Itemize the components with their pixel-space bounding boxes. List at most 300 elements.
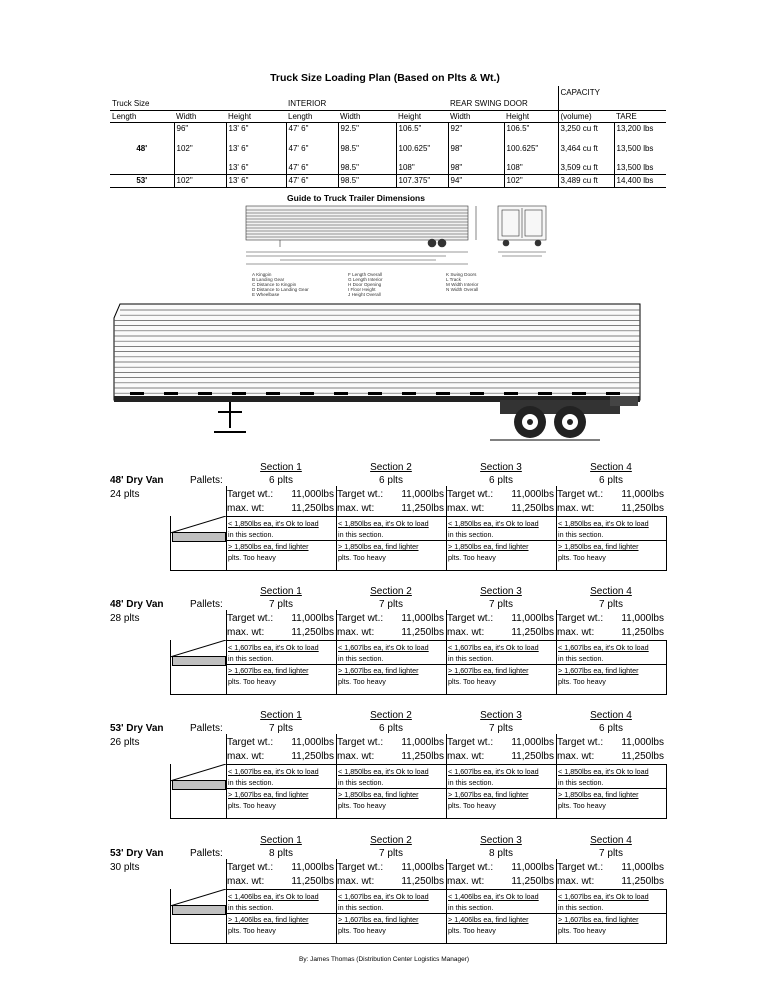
table-cell: 13,500 lbs — [614, 135, 666, 161]
van-type: 48' Dry Van — [110, 475, 164, 486]
target-weight: 11,000lbs — [511, 489, 554, 500]
target-label: Target wt.: — [447, 613, 494, 624]
divider — [556, 640, 557, 695]
section-pallets: 7 plts — [489, 599, 513, 610]
column-header: Height — [396, 110, 448, 122]
ok-note: < 1,850lbs ea, it's Ok to load — [338, 519, 429, 528]
max-label: max. wt: — [557, 876, 595, 887]
max-weight: 11,250lbs — [401, 503, 444, 514]
section-name: Section 2 — [370, 835, 412, 846]
target-weight-row — [336, 612, 446, 626]
table-cell: 106.5" — [396, 122, 448, 135]
ok-note-2: in this section. — [448, 778, 494, 787]
heavy-note-2: plts. Too heavy — [448, 801, 496, 810]
section-name: Section 3 — [480, 835, 522, 846]
max-weight-row — [446, 875, 556, 889]
ok-note: < 1,406lbs ea, it's Ok to load — [228, 892, 319, 901]
section-block — [446, 586, 556, 640]
max-label: max. wt: — [337, 627, 375, 638]
divider — [336, 859, 337, 889]
max-weight-row — [336, 750, 446, 764]
heavy-note-2: plts. Too heavy — [338, 801, 386, 810]
pallet-count: 28 plts — [110, 613, 140, 624]
divider — [556, 734, 557, 764]
section-pallets: 6 plts — [269, 475, 293, 486]
divider — [556, 859, 557, 889]
divider — [336, 640, 337, 695]
section-block — [226, 710, 336, 764]
heavy-note: > 1,607lbs ea, find lighter — [558, 915, 639, 924]
table-cell: 108" — [396, 161, 448, 174]
divider — [446, 486, 447, 516]
table-cell — [110, 122, 174, 135]
divider — [666, 764, 667, 819]
heavy-note: > 1,850lbs ea, find lighter — [338, 542, 419, 551]
heavy-note: > 1,850lbs ea, find lighter — [558, 542, 639, 551]
heavy-note: > 1,607lbs ea, find lighter — [338, 666, 419, 675]
max-weight-row — [556, 750, 666, 764]
target-weight-row — [226, 861, 336, 875]
ok-note: < 1,607lbs ea, it's Ok to load — [228, 767, 319, 776]
table-cell: 48' — [136, 143, 148, 153]
load-plan — [110, 710, 666, 828]
page-title: Truck Size Loading Plan (Based on Plts & Wt.) — [270, 72, 500, 84]
slope-marker — [170, 764, 228, 782]
target-weight: 11,000lbs — [291, 613, 334, 624]
section-name: Section 4 — [590, 710, 632, 721]
van-type: 53' Dry Van — [110, 848, 164, 859]
pallets-label: Pallets: — [190, 723, 223, 734]
section-pallets: 6 plts — [379, 475, 403, 486]
max-weight: 11,250lbs — [291, 751, 334, 762]
target-label: Target wt.: — [227, 489, 274, 500]
heavy-note: > 1,406lbs ea, find lighter — [228, 915, 309, 924]
rear-wheels — [490, 396, 638, 440]
section-pallets: 7 plts — [379, 848, 403, 859]
ok-note: < 1,607lbs ea, it's Ok to load — [228, 643, 319, 652]
table-cell: 47' 6" — [286, 135, 338, 161]
trailer-body — [114, 304, 640, 402]
target-weight-row — [226, 736, 336, 750]
target-label: Target wt.: — [557, 489, 604, 500]
max-weight-row — [336, 875, 446, 889]
column-header: (volume) — [558, 110, 614, 122]
section-block — [446, 835, 556, 889]
max-weight: 11,250lbs — [291, 876, 334, 887]
legend-item: G Length Interior — [348, 277, 383, 282]
target-weight: 11,000lbs — [511, 862, 554, 873]
heavy-note-2: plts. Too heavy — [448, 553, 496, 562]
divider — [226, 734, 227, 764]
target-weight-row — [446, 861, 556, 875]
legend-item: E Wheelbase — [252, 292, 280, 297]
target-label: Target wt.: — [557, 862, 604, 873]
section-pallets: 7 plts — [269, 599, 293, 610]
ok-note-2: in this section. — [338, 903, 384, 912]
divider — [336, 516, 337, 571]
max-weight-row — [446, 626, 556, 640]
max-weight: 11,250lbs — [621, 751, 664, 762]
ok-note: < 1,607lbs ea, it's Ok to load — [448, 643, 539, 652]
legend-item: M Width Interior — [446, 282, 479, 287]
heavy-note: > 1,607lbs ea, find lighter — [228, 666, 309, 675]
column-header: TARE — [614, 110, 666, 122]
ok-note-2: in this section. — [448, 530, 494, 539]
max-label: max. wt: — [557, 627, 595, 638]
column-header: Width — [448, 110, 504, 122]
van-type: 53' Dry Van — [110, 723, 164, 734]
van-type: 48' Dry Van — [110, 599, 164, 610]
heavy-note: > 1,607lbs ea, find lighter — [448, 666, 529, 675]
table-cell: 102" — [174, 135, 226, 161]
heavy-note: > 1,607lbs ea, find lighter — [558, 666, 639, 675]
target-weight: 11,000lbs — [401, 489, 444, 500]
target-weight: 11,000lbs — [621, 489, 664, 500]
ok-note: < 1,850lbs ea, it's Ok to load — [448, 519, 539, 528]
divider — [336, 764, 337, 819]
truck-size-header: Truck Size — [112, 99, 150, 109]
max-weight-row — [226, 750, 336, 764]
legend-item: N Width Overall — [446, 287, 479, 292]
ok-note-2: in this section. — [558, 654, 604, 663]
column-header: Height — [226, 110, 286, 122]
heavy-note-2: plts. Too heavy — [448, 677, 496, 686]
slope-marker — [170, 889, 228, 907]
target-weight: 11,000lbs — [291, 862, 334, 873]
max-label: max. wt: — [337, 876, 375, 887]
rear-door-header: REAR SWING DOOR — [450, 99, 528, 109]
table-cell: 98" — [448, 135, 504, 161]
target-weight-row — [556, 861, 666, 875]
table-cell: 98.5" — [338, 161, 396, 174]
target-label: Target wt.: — [447, 737, 494, 748]
divider — [556, 889, 557, 944]
table-cell — [110, 161, 174, 174]
section-pallets: 6 plts — [599, 475, 623, 486]
heavy-note-2: plts. Too heavy — [338, 677, 386, 686]
section-pallets: 8 plts — [269, 848, 293, 859]
table-cell: 100.625" — [504, 135, 558, 161]
heavy-note: > 1,607lbs ea, find lighter — [228, 790, 309, 799]
target-weight-row — [226, 612, 336, 626]
target-weight-row — [446, 612, 556, 626]
table-cell: 13' 6" — [226, 122, 286, 135]
target-weight-row — [226, 488, 336, 502]
section-block — [226, 835, 336, 889]
truck-size-table — [110, 70, 666, 188]
section-name: Section 1 — [260, 710, 302, 721]
max-label: max. wt: — [227, 627, 265, 638]
pallet-count: 24 plts — [110, 489, 140, 500]
divider — [666, 889, 667, 944]
section-pallets: 7 plts — [269, 723, 293, 734]
table-cell: 14,400 lbs — [614, 174, 666, 187]
guide-title: Guide to Truck Trailer Dimensions — [287, 193, 425, 203]
divider — [336, 734, 337, 764]
section-pallets: 7 plts — [599, 848, 623, 859]
max-weight-row — [556, 626, 666, 640]
target-label: Target wt.: — [337, 737, 384, 748]
section-name: Section 2 — [370, 586, 412, 597]
pallets-label: Pallets: — [190, 475, 223, 486]
legend-item: C Distance to Kingpin — [252, 282, 297, 287]
heavy-note-2: plts. Too heavy — [228, 801, 276, 810]
section-block — [336, 462, 446, 516]
table-cell: 92.5" — [338, 122, 396, 135]
divider — [666, 640, 667, 695]
target-weight: 11,000lbs — [621, 862, 664, 873]
table-cell — [174, 161, 226, 174]
heavy-note-2: plts. Too heavy — [448, 926, 496, 935]
heavy-note-2: plts. Too heavy — [338, 926, 386, 935]
target-weight: 11,000lbs — [621, 737, 664, 748]
heavy-note-2: plts. Too heavy — [228, 677, 276, 686]
divider — [556, 610, 557, 640]
table-cell: 13,500 lbs — [614, 161, 666, 174]
target-weight: 11,000lbs — [511, 737, 554, 748]
legend-item: K Swing Doors — [446, 272, 477, 277]
section-pallets: 8 plts — [489, 848, 513, 859]
max-weight: 11,250lbs — [621, 503, 664, 514]
table-cell: 13' 6" — [226, 174, 286, 187]
divider — [446, 610, 447, 640]
table-cell: 108" — [504, 161, 558, 174]
ok-note: < 1,850lbs ea, it's Ok to load — [338, 767, 429, 776]
table-row — [110, 135, 666, 161]
divider — [556, 516, 557, 571]
table-cell: 98.5" — [338, 174, 396, 187]
max-weight: 11,250lbs — [291, 627, 334, 638]
heavy-note: > 1,607lbs ea, find lighter — [448, 790, 529, 799]
table-cell: 102" — [174, 174, 226, 187]
table-cell: 3,489 cu ft — [558, 174, 614, 187]
divider — [556, 486, 557, 516]
divider — [226, 610, 227, 640]
divider — [336, 610, 337, 640]
heavy-note-2: plts. Too heavy — [558, 801, 606, 810]
heavy-note: > 1,607lbs ea, find lighter — [338, 915, 419, 924]
divider — [666, 516, 667, 571]
target-weight-row — [556, 488, 666, 502]
heavy-note-2: plts. Too heavy — [558, 553, 606, 562]
ok-note: < 1,607lbs ea, it's Ok to load — [448, 767, 539, 776]
divider — [226, 889, 227, 944]
table-cell: 98" — [448, 161, 504, 174]
target-weight-row — [446, 736, 556, 750]
column-header: Width — [338, 110, 396, 122]
pallets-label: Pallets: — [190, 848, 223, 859]
max-weight: 11,250lbs — [511, 627, 554, 638]
guide-trailer-side — [246, 206, 476, 264]
ok-note: < 1,607lbs ea, it's Ok to load — [558, 643, 649, 652]
max-weight-row — [336, 626, 446, 640]
target-weight: 11,000lbs — [621, 613, 664, 624]
legend-item: L Track — [446, 277, 461, 282]
table-cell: 96" — [174, 122, 226, 135]
ok-note: < 1,607lbs ea, it's Ok to load — [338, 892, 429, 901]
ok-note: < 1,850lbs ea, it's Ok to load — [558, 519, 649, 528]
target-label: Target wt.: — [447, 489, 494, 500]
target-label: Target wt.: — [447, 862, 494, 873]
divider — [226, 764, 227, 819]
section-pallets: 6 plts — [599, 723, 623, 734]
section-pallets: 6 plts — [489, 475, 513, 486]
max-weight: 11,250lbs — [511, 876, 554, 887]
section-block — [446, 710, 556, 764]
landing-gear — [214, 402, 246, 432]
heavy-note: > 1,850lbs ea, find lighter — [558, 790, 639, 799]
section-block — [556, 835, 666, 889]
section-pallets: 7 plts — [379, 599, 403, 610]
capacity-header: CAPACITY — [558, 86, 614, 98]
table-cell: 13' 6" — [226, 135, 286, 161]
max-label: max. wt: — [447, 627, 485, 638]
target-weight-row — [556, 612, 666, 626]
divider — [446, 764, 447, 819]
ok-note: < 1,406lbs ea, it's Ok to load — [448, 892, 539, 901]
divider — [170, 570, 666, 571]
divider — [170, 694, 666, 695]
heavy-note: > 1,406lbs ea, find lighter — [448, 915, 529, 924]
section-name: Section 3 — [480, 710, 522, 721]
column-header: Width — [174, 110, 226, 122]
target-weight-row — [336, 861, 446, 875]
divider — [556, 764, 557, 819]
max-weight-row — [226, 875, 336, 889]
section-block — [556, 462, 666, 516]
table-cell: 3,509 cu ft — [558, 161, 614, 174]
max-weight: 11,250lbs — [621, 627, 664, 638]
max-weight: 11,250lbs — [401, 876, 444, 887]
divider — [446, 859, 447, 889]
section-name: Section 3 — [480, 462, 522, 473]
max-weight: 11,250lbs — [511, 751, 554, 762]
max-label: max. wt: — [337, 503, 375, 514]
target-label: Target wt.: — [227, 613, 274, 624]
table-cell: 98.5" — [338, 135, 396, 161]
ok-note-2: in this section. — [558, 778, 604, 787]
section-name: Section 4 — [590, 835, 632, 846]
column-header: Height — [504, 110, 558, 122]
load-plan — [110, 586, 666, 704]
ok-note-2: in this section. — [448, 654, 494, 663]
table-cell: 47' 6" — [286, 174, 338, 187]
table-row — [110, 174, 666, 187]
section-pallets: 6 plts — [379, 723, 403, 734]
divider — [226, 516, 227, 571]
legend-item: A Kingpin — [252, 272, 272, 277]
section-name: Section 4 — [590, 586, 632, 597]
max-label: max. wt: — [337, 751, 375, 762]
divider — [226, 486, 227, 516]
divider — [446, 516, 447, 571]
max-label: max. wt: — [447, 503, 485, 514]
section-block — [556, 710, 666, 764]
load-plan — [110, 835, 666, 953]
legend-item: J Height Overall — [348, 292, 381, 297]
max-label: max. wt: — [557, 503, 595, 514]
section-name: Section 1 — [260, 586, 302, 597]
divider — [170, 943, 666, 944]
section-name: Section 1 — [260, 462, 302, 473]
target-label: Target wt.: — [337, 613, 384, 624]
ok-note-2: in this section. — [338, 654, 384, 663]
max-label: max. wt: — [447, 751, 485, 762]
target-weight-row — [336, 736, 446, 750]
max-weight-row — [226, 626, 336, 640]
max-label: max. wt: — [227, 751, 265, 762]
guide-trailer-rear — [498, 206, 546, 256]
ok-note-2: in this section. — [228, 654, 274, 663]
divider — [446, 889, 447, 944]
section-block — [336, 835, 446, 889]
ok-note: < 1,850lbs ea, it's Ok to load — [228, 519, 319, 528]
table-cell: 13,200 lbs — [614, 122, 666, 135]
ok-note-2: in this section. — [228, 778, 274, 787]
target-weight-row — [556, 736, 666, 750]
table-cell: 106.5" — [504, 122, 558, 135]
section-name: Section 2 — [370, 710, 412, 721]
section-block — [226, 586, 336, 640]
divider — [170, 818, 666, 819]
column-header-row — [110, 110, 666, 122]
pallet-count: 26 plts — [110, 737, 140, 748]
heavy-note-2: plts. Too heavy — [558, 926, 606, 935]
ok-note-2: in this section. — [558, 530, 604, 539]
ok-note-2: in this section. — [228, 530, 274, 539]
section-block — [336, 586, 446, 640]
target-weight: 11,000lbs — [511, 613, 554, 624]
section-pallets: 7 plts — [489, 723, 513, 734]
section-name: Section 2 — [370, 462, 412, 473]
target-label: Target wt.: — [557, 737, 604, 748]
target-label: Target wt.: — [227, 862, 274, 873]
target-weight: 11,000lbs — [401, 613, 444, 624]
table-cell: 13' 6" — [226, 161, 286, 174]
table-cell: 100.625" — [396, 135, 448, 161]
heavy-note-2: plts. Too heavy — [228, 553, 276, 562]
load-plan — [110, 462, 666, 580]
max-weight: 11,250lbs — [401, 751, 444, 762]
max-weight-row — [556, 875, 666, 889]
max-weight-row — [226, 502, 336, 516]
spec-grid — [110, 86, 666, 188]
max-label: max. wt: — [447, 876, 485, 887]
divider — [446, 640, 447, 695]
table-cell: 47' 6" — [286, 122, 338, 135]
heavy-note-2: plts. Too heavy — [228, 926, 276, 935]
target-weight-row — [336, 488, 446, 502]
legend-item: H Door Opening — [348, 282, 382, 287]
legend-item: I Floor Height — [348, 287, 376, 292]
interior-header: INTERIOR — [288, 99, 327, 109]
legend-item: D Distance to Landing Gear — [252, 287, 309, 292]
heavy-note: > 1,850lbs ea, find lighter — [338, 790, 419, 799]
max-weight: 11,250lbs — [401, 627, 444, 638]
max-label: max. wt: — [227, 503, 265, 514]
column-header: Length — [286, 110, 338, 122]
table-row — [110, 122, 666, 135]
max-weight-row — [446, 502, 556, 516]
section-block — [446, 462, 556, 516]
heavy-note-2: plts. Too heavy — [338, 553, 386, 562]
ok-note-2: in this section. — [338, 530, 384, 539]
divider — [226, 640, 227, 695]
table-cell: 94" — [448, 174, 504, 187]
trailer-dimensions-guide — [236, 190, 556, 300]
table-cell: 107.375" — [396, 174, 448, 187]
table-row — [110, 161, 666, 174]
